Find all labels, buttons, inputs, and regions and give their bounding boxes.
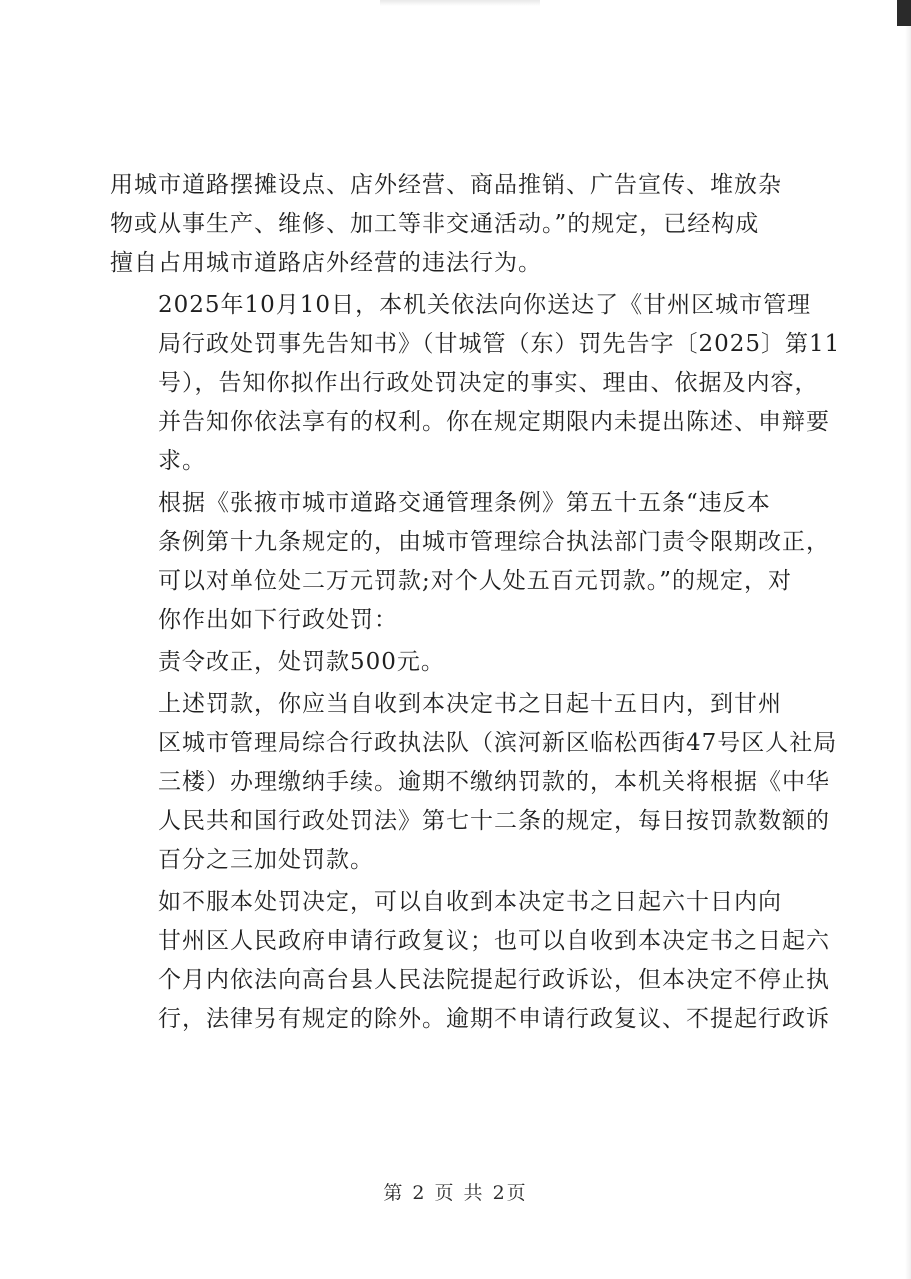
text-line: 条例第十九条规定的，由城市管理综合执法部门责令限期改正， bbox=[158, 529, 830, 555]
text-line: 2025年10月10日，本机关依法向你送达了《甘州区城市管理 bbox=[158, 292, 812, 318]
text-line: 局行政处罚事先告知书》（甘城管（东）罚先告字〔2025〕第11 bbox=[158, 331, 841, 357]
text-line: 擅自占用城市道路店外经营的违法行为。 bbox=[110, 250, 542, 276]
body-paragraph bbox=[110, 643, 790, 682]
text-line: 三楼）办理缴纳手续。逾期不缴纳罚款的，本机关将根据《中华 bbox=[158, 769, 830, 795]
text-line: 可以对单位处二万元罚款;对个人处五百元罚款。”的规定，对 bbox=[158, 568, 793, 594]
text-line: 个月内依法向高台县人民法院提起行政诉讼，但本决定不停止执 bbox=[158, 967, 830, 993]
text-line: 号），告知你拟作出行政处罚决定的事实、理由、依据及内容， bbox=[158, 370, 819, 396]
text-line: 并告知你依法享有的权利。你在规定期限内未提出陈述、申辩要 bbox=[158, 409, 830, 435]
text-line: 百分之三加处罚款。 bbox=[158, 847, 374, 873]
body-paragraph bbox=[110, 166, 790, 283]
text-line: 行，法律另有规定的除外。逾期不申请行政复议、不提起行政诉 bbox=[158, 1006, 830, 1032]
body-paragraph bbox=[110, 685, 838, 880]
text-line: 你作出如下行政处罚： bbox=[158, 607, 398, 633]
text-line: 求。 bbox=[158, 448, 206, 474]
scan-shadow-corner bbox=[897, 0, 911, 26]
text-line: 人民共和国行政处罚法》第七十二条的规定，每日按罚款数额的 bbox=[158, 808, 830, 834]
page-number-footer: 第 2 页 共 2页 bbox=[383, 1182, 528, 1204]
scan-shadow-top bbox=[380, 0, 540, 6]
text-line: 根据《张掖市城市道路交通管理条例》第五十五条“违反本 bbox=[158, 490, 771, 516]
body-paragraph bbox=[110, 883, 830, 1039]
text-line: 责令改正，处罚款500元。 bbox=[158, 649, 445, 675]
text-line: 甘州区人民政府申请行政复议；也可以自收到本决定书之日起六 bbox=[158, 928, 830, 954]
body-paragraph bbox=[110, 484, 830, 640]
document-body bbox=[110, 166, 841, 1039]
text-line: 区城市管理局综合行政执法队（滨河新区临松西街47号区人社局 bbox=[158, 730, 838, 756]
scan-shadow-right bbox=[905, 26, 911, 1279]
body-paragraph bbox=[110, 286, 841, 481]
text-line: 如不服本处罚决定，可以自收到本决定书之日起六十日内向 bbox=[158, 889, 782, 915]
text-line: 物或从事生产、维修、加工等非交通活动。”的规定，已经构成 bbox=[110, 211, 760, 237]
text-line: 用城市道路摆摊设点、店外经营、商品推销、广告宣传、堆放杂 bbox=[110, 172, 782, 198]
text-line: 上述罚款，你应当自收到本决定书之日起十五日内，到甘州 bbox=[158, 691, 782, 717]
